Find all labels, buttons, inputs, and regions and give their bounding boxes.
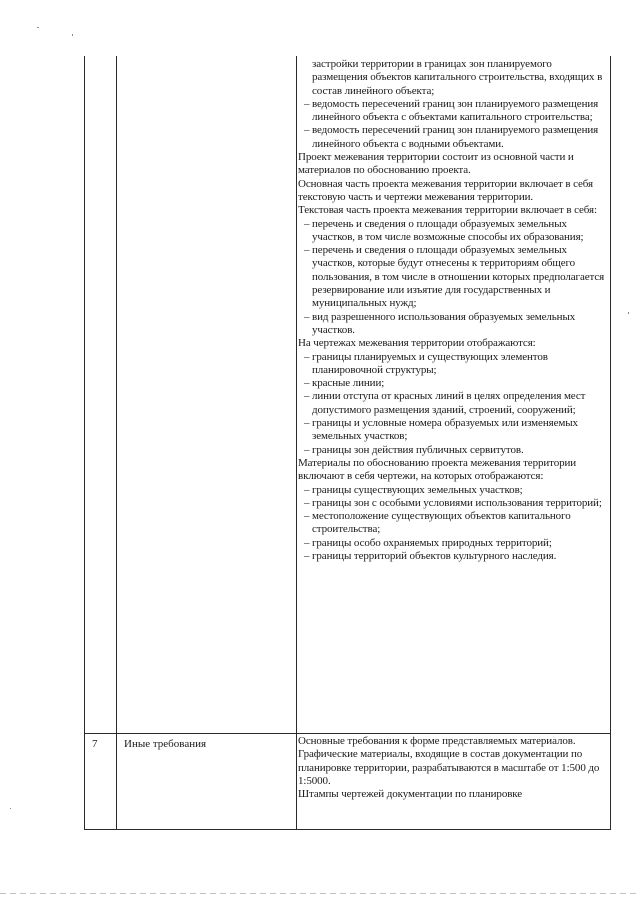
- dash-bullet: –: [304, 97, 310, 110]
- list-item: [298, 484, 608, 497]
- list-item: [298, 351, 608, 378]
- list-item: [298, 244, 608, 310]
- list-item-text: границы существующих земельных участков;: [312, 483, 523, 496]
- dash-bullet: –: [304, 549, 310, 562]
- dash-bullet: –: [304, 377, 310, 390]
- paragraph: Основная часть проекта межевания территории включает в себя текстовую часть и чертежи межевания территории.: [298, 177, 593, 203]
- table-column-divider-1: [116, 56, 117, 830]
- list-item-text: границы планируемых и существующих элементов планировочной структуры;: [312, 350, 548, 376]
- dash-bullet: –: [304, 310, 310, 323]
- requirements-column: [298, 58, 608, 828]
- list-item: [298, 98, 608, 125]
- list-item-text: перечень и сведения о площади образуемых земельных участков, в том числе возможные способы их образования;: [312, 217, 584, 243]
- paragraph: Штампы чертежей документации по планировке: [298, 788, 523, 801]
- list-item-text: красные линии;: [312, 377, 385, 390]
- list-item: [298, 390, 608, 417]
- list-item: [298, 444, 608, 457]
- table-right-border: [610, 56, 611, 830]
- table-left-border: [84, 56, 85, 830]
- row-6-continuation-text: [298, 58, 608, 563]
- paragraph: Основные требования к форме представляемых материалов.: [298, 735, 576, 747]
- dash-bullet: –: [304, 244, 310, 257]
- scan-speck: [72, 34, 73, 36]
- list-item: [298, 497, 608, 510]
- list-item-text: ведомость пересечений границ зон планируемого размещения линейного объекта с водными объектами.: [312, 124, 599, 150]
- list-item: [298, 510, 608, 537]
- dash-bullet: –: [304, 496, 310, 509]
- table-bottom-border: [84, 829, 611, 830]
- list-item-text: ведомость пересечений границ зон планируемого размещения линейного объекта с объектами капитального строительства;: [312, 97, 599, 124]
- table-column-divider-2: [296, 56, 297, 830]
- scan-speck: [37, 27, 39, 28]
- paragraph: На чертежах межевания территории отображаются:: [298, 337, 536, 350]
- list-item: [298, 550, 608, 563]
- paragraph: Проект межевания территории состоит из основной части и материалов по обоснованию проекта.: [298, 151, 574, 177]
- dash-bullet: –: [304, 350, 310, 363]
- list-item-text: линии отступа от красных линий в целях определения мест допустимого размещения зданий, строений, сооружений;: [312, 390, 586, 416]
- paragraph: Графические материалы, входящие в состав документации по планировке территории, разрабатываются в масштабе от 1:500 до 1:5000.: [298, 748, 600, 787]
- paragraph: застройки территории в границах зон планируемого размещения объектов капитального строительства, входящих в состав линейного объекта;: [312, 58, 603, 97]
- list-item: [298, 124, 608, 151]
- dash-bullet: –: [304, 510, 310, 523]
- dash-bullet: –: [304, 217, 310, 230]
- list-item: [298, 377, 608, 390]
- dash-bullet: –: [304, 483, 310, 496]
- list-item: [298, 537, 608, 550]
- list-item-text: границы зон действия публичных сервитутов.: [312, 443, 524, 456]
- dash-bullet: –: [304, 536, 310, 549]
- list-item-text: перечень и сведения о площади образуемых земельных участков, которые будут отнесены к территориям общего пользования, в том числе в отношении которых предполагается резервирование или изъятие для государственных и муниципальных нужд;: [312, 244, 605, 310]
- dash-bullet: –: [304, 443, 310, 456]
- row-name-cell: Иные требования: [124, 738, 207, 750]
- dash-bullet: –: [304, 417, 310, 430]
- list-item: [298, 311, 608, 338]
- row-7-requirements-text: [298, 735, 608, 801]
- dash-bullet: –: [304, 124, 310, 137]
- dash-bullet: –: [304, 390, 310, 403]
- scan-speck: [628, 312, 629, 314]
- scan-edge-line: [0, 893, 640, 894]
- list-item-text: границы зон с особыми условиями использования территорий;: [312, 496, 602, 509]
- row-number-cell: 7: [92, 738, 98, 750]
- scan-speck: [10, 808, 11, 809]
- paragraph: Материалы по обоснованию проекта межевания территории включают в себя чертежи, на которых отображаются:: [298, 456, 577, 483]
- paragraph: Текстовая часть проекта межевания территории включает в себя:: [298, 204, 597, 217]
- list-item-text: местоположение существующих объектов капитального строительства;: [312, 510, 571, 536]
- list-item: [298, 218, 608, 245]
- list-item-text: вид разрешенного использования образуемых земельных участков.: [312, 310, 576, 336]
- list-item-text: границы особо охраняемых природных территорий;: [312, 536, 552, 549]
- list-item-text: границы и условные номера образуемых или изменяемых земельных участков;: [312, 417, 578, 443]
- list-item: [298, 417, 608, 444]
- list-item-text: границы территорий объектов культурного наследия.: [312, 549, 557, 562]
